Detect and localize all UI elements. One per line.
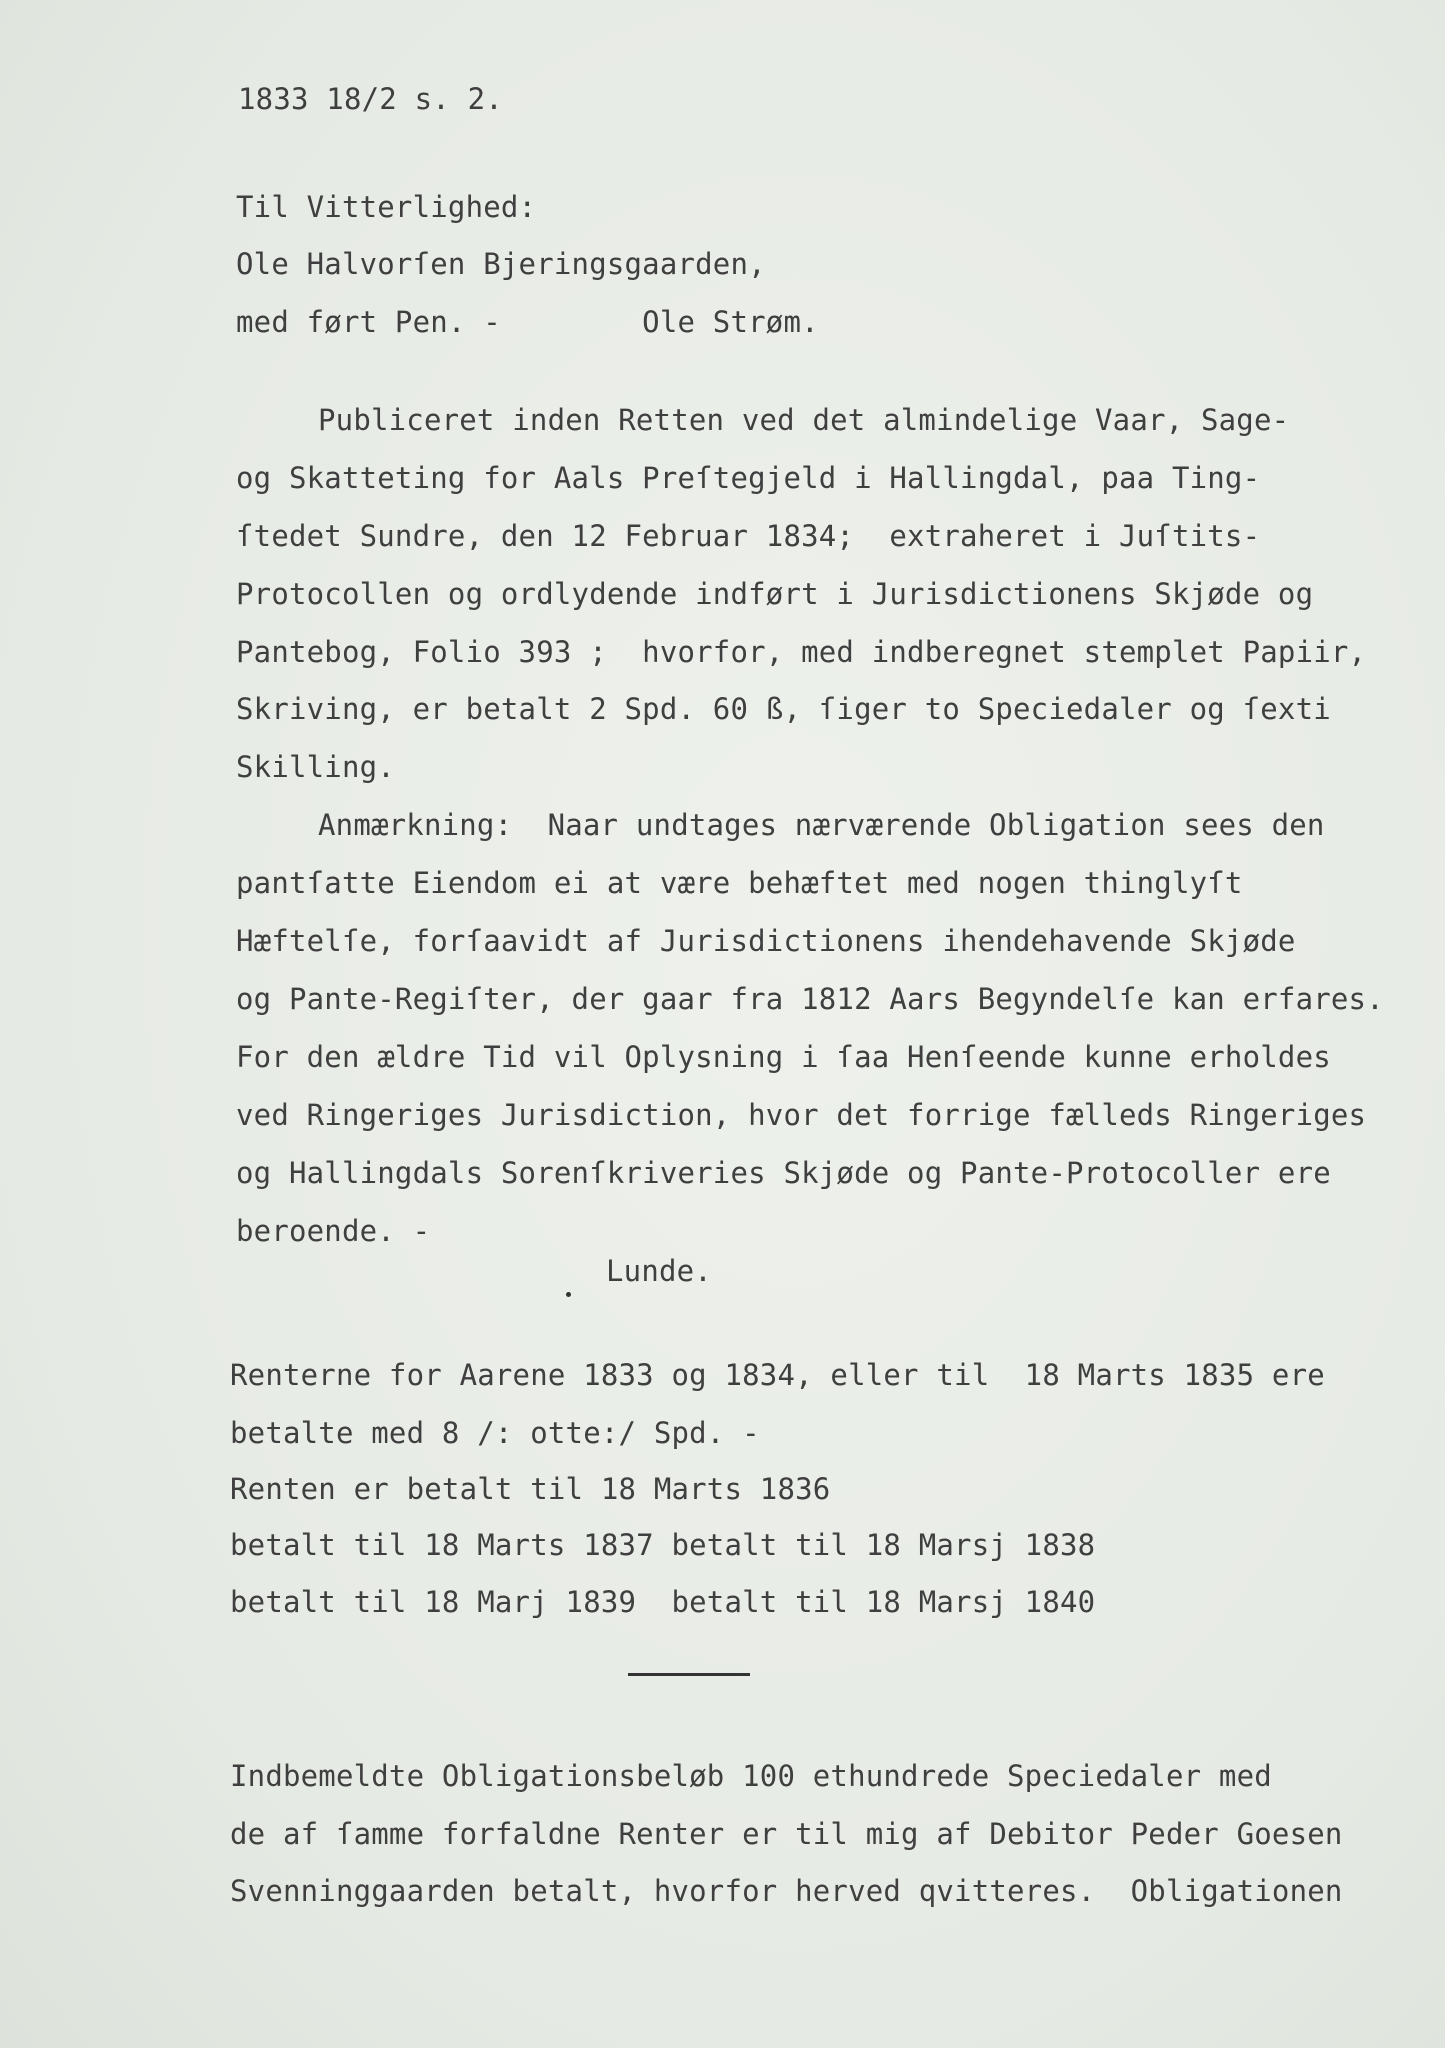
witness-heading: Til Vitterlighed: [236, 190, 537, 224]
publication-line-5: Pantebog, Folio 393 ; hvorfor, med indberegnet stemplet Papiir, [236, 635, 1367, 669]
publication-line-4: Protocollen og ordlydende indført i Jurisdictionens Skjøde og [236, 577, 1314, 611]
publication-line-6: Skriving, er betalt 2 Spd. 60 ß, ſiger to Speciedaler og ſexti [236, 692, 1331, 726]
remark-line-7: og Hallingdals Sorenſkriveries Skjøde og Pante-Protocoller ere [236, 1156, 1331, 1190]
remark-line-3: Hæftelſe, forſaavidt af Jurisdictionens ihendehavende Skjøde [236, 924, 1296, 958]
interest-line-2: betalte med 8 /: otte:/ Spd. - [230, 1416, 760, 1450]
remark-line-1: Anmærkning: Naar undtages nærværende Obligation sees den [318, 808, 1325, 842]
interest-line-1: Renterne for Aarene 1833 og 1834, eller til 18 Marts 1835 ere [230, 1358, 1325, 1392]
signature: Lunde. [606, 1254, 712, 1288]
receipt-line-2: de af ſamme forfaldne Renter er til mig af Debitor Peder Goesen [230, 1817, 1343, 1851]
ink-dot [566, 1292, 571, 1297]
interest-line-4: betalt til 18 Marts 1837 betalt til 18 Marsj 1838 [230, 1528, 1096, 1562]
interest-line-3: Renten er betalt til 18 Marts 1836 [230, 1472, 831, 1506]
receipt-line-3: Svenninggaarden betalt, hvorfor herved qvitteres. Obligationen [230, 1874, 1343, 1908]
publication-line-3: ſtedet Sundre, den 12 Februar 1834; extraheret i Juſtits- [236, 519, 1261, 553]
publication-line-7: Skilling. [236, 750, 395, 784]
remark-line-4: og Pante-Regiſter, der gaar fra 1812 Aars Begyndelſe kan erfares. [236, 982, 1384, 1016]
section-divider [628, 1673, 750, 1676]
remark-line-5: For den ældre Tid vil Oplysning i ſaa Henſeende kunne erholdes [236, 1040, 1331, 1074]
witness-name: Ole Halvorſen Bjeringsgaarden, [236, 247, 766, 281]
interest-line-5: betalt til 18 Marj 1839 betalt til 18 Marsj 1840 [230, 1585, 1096, 1619]
receipt-line-1: Indbemeldte Obligationsbeløb 100 ethundrede Speciedaler med [230, 1759, 1272, 1793]
remark-line-8: beroende. - [236, 1214, 431, 1248]
publication-line-1: Publiceret inden Retten ved det almindelige Vaar, Sage- [318, 403, 1290, 437]
page-header: 1833 18/2 s. 2. [238, 82, 503, 116]
remark-line-2: pantſatte Eiendom ei at være behæftet med nogen thinglyſt [236, 866, 1243, 900]
witness-pen-note: med ført Pen. - Ole Strøm. [236, 305, 819, 339]
publication-line-2: og Skatteting for Aals Preſtegjeld i Hallingdal, paa Ting- [236, 461, 1261, 495]
remark-line-6: ved Ringeriges Jurisdiction, hvor det forrige fælleds Ringeriges [236, 1098, 1367, 1132]
